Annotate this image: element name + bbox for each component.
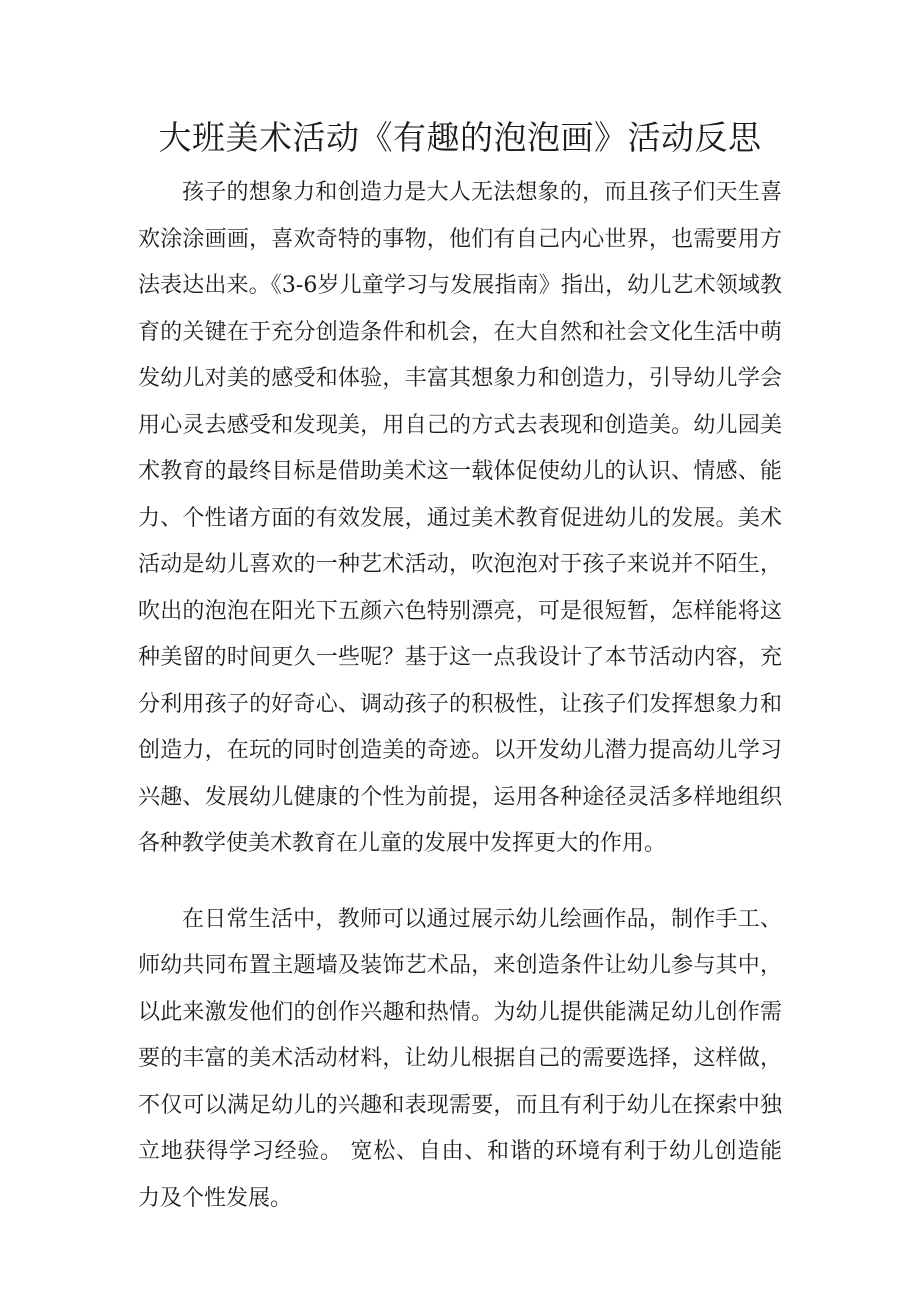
document-title: 大班美术活动《有趣的泡泡画》活动反思 [158, 118, 762, 157]
paragraph-1: 孩子的想象力和创造力是大人无法想象的，而且孩子们天生喜欢涂涂画画，喜欢奇特的事物，他们有自己内心世界，也需要用方法表达出来。《3-6岁儿童学习与发展指南》指出，幼儿艺术领域教育的关键在于充分创造条件和机会，在大自然和社会文化生活中萌发幼儿对美的感受和体验，丰富其想象力和创造力，引导幼儿学会用心灵去感受和发现美，用自己的方式去表现和创造美。幼儿园美术教育的最终目标是借助美术这一载体促使幼儿的认识、情感、能力、个性诸方面的有效发展，通过美术教育促进幼儿的发展。美术活动是幼儿喜欢的一种艺术活动，吹泡泡对于孩子来说并不陌生，吹出的泡泡在阳光下五颜六色特别漂亮，可是很短暂，怎样能将这种美留的时间更久一些呢？基于这一点我设计了本节活动内容，充分利用孩子的好奇心、调动孩子的积极性，让孩子们发挥想象力和创造力，在玩的同时创造美的奇迹。以开发幼儿潜力提高幼儿学习兴趣、发展幼儿健康的个性为前提，运用各种途径灵活多样地组织各种教学使美术教育在儿童的发展中发挥更大的作用。 [138, 180, 782, 856]
paragraph-2: 在日常生活中，教师可以通过展示幼儿绘画作品，制作手工、师幼共同布置主题墙及装饰艺术品，来创造条件让幼儿参与其中，以此来激发他们的创作兴趣和热情。为幼儿提供能满足幼儿创作需要的丰富的美术活动材料，让幼儿根据自己的需要选择，这样做，不仅可以满足幼儿的兴趣和表现需要，而且有利于幼儿在探索中独立地获得学习经验。 宽松、自由、和谐的环境有利于幼儿创造能力及个性发展。 [138, 906, 782, 1211]
